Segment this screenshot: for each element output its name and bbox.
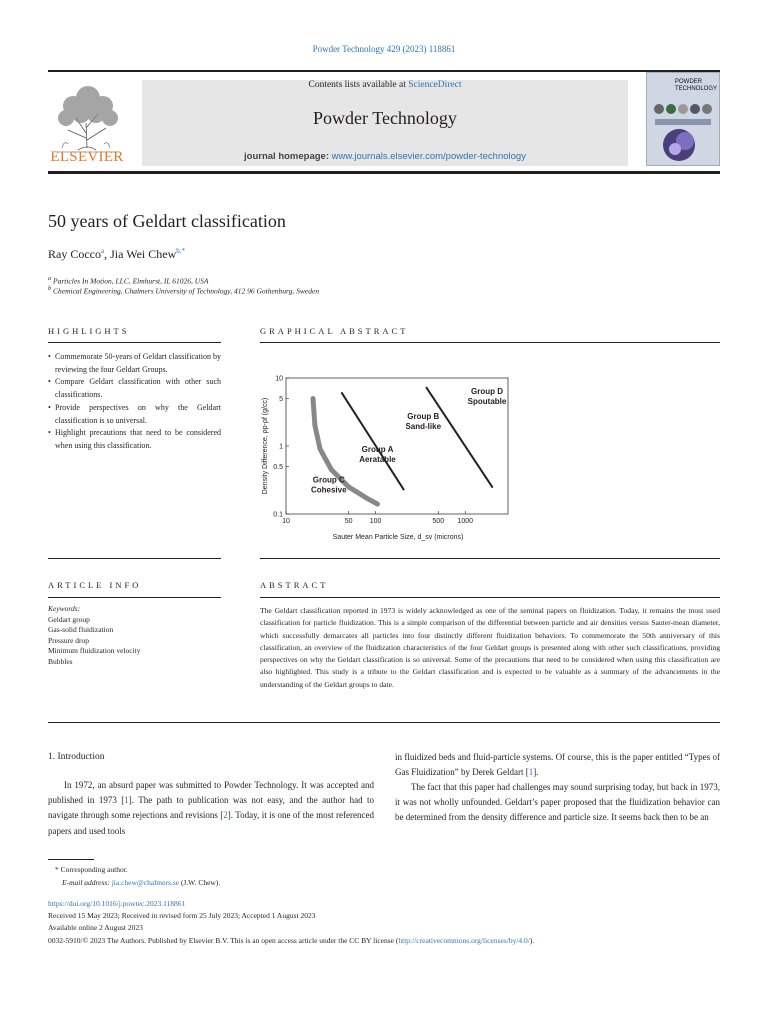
highlights-bottom-rule (48, 558, 221, 559)
license-link[interactable]: http://creativecommons.org/licenses/by/4.0/ (398, 936, 530, 945)
journal-cover[interactable] (646, 72, 720, 166)
intro-paragraph-right-1 (395, 750, 720, 780)
para-text: ]. (533, 767, 539, 778)
affiliation-mark: a (48, 275, 52, 282)
geldart-chart (258, 368, 520, 546)
doi-link[interactable]: https://doi.org/10.1016/j.powtec.2023.118861 (48, 899, 186, 908)
article-info-rule (48, 597, 221, 598)
highlight-item: • Compare Geldart classification with other such classifications. (48, 376, 221, 401)
graphical-abstract-bottom-rule (260, 558, 720, 559)
header-rule (48, 70, 720, 72)
journal-title: Powder Technology (313, 108, 457, 128)
intro-paragraph-right-2: The fact that this paper had challenges may sound surprising today, but back in 1973, it was not wholly unfounded. Geldart’s paper proposed that the fluidization behavior can be determined from the density difference and particle size. It seems back then to be an (395, 782, 720, 823)
contents-prefix: Contents lists available at (308, 80, 406, 90)
author-affiliation-mark[interactable]: a (101, 247, 105, 255)
para-text: In 1972, an absurd paper was submitted to Powder Technology. It was accepted and published in 1973 [ (48, 780, 374, 806)
abstract-heading: ABSTRACT (260, 580, 329, 590)
abstract-rule (260, 597, 720, 598)
keyword: Minimum fluidization velocity (48, 646, 141, 655)
reference-link[interactable]: 2 (223, 810, 228, 821)
corresponding-text: Corresponding author. (60, 865, 128, 874)
cover-title: POWDER TECHNOLOGY (675, 79, 718, 92)
abstract-text: The Geldart classification reported in 1973 is widely acknowledged as one of the seminal papers on fluidization. Today, it remains the most used classification for particle fluidization. This is a simple comparison of the differential between particle and air densities versus Sauter-mean diameter, which successfully demarcates all particles into four distinctly different fluidization behaviors. To commemorate the 50th anniversary of this classification, an overview of the fluidization characteristics of the four Geldart groups is presented along with other such classifications, providing perspectives on why the Geldart classification is so universal. Some of the precautions that need to be considered when using this classification are also highlighted. This study is a tribute to the Geldart classification and is expected to be valuable as a summary of the advancements in the understanding of the Geldart groups to date. (260, 606, 720, 689)
highlight-item: • Highlight precautions that need to be considered when using this classification. (48, 427, 221, 452)
keyword: Pressure drop (48, 635, 90, 645)
highlights-rule (48, 342, 221, 343)
group-label: Spoutable (467, 397, 507, 407)
masthead-rule (48, 171, 720, 174)
para-text: ]. Today, it is one of the most referenced papers and used tools (48, 810, 374, 836)
email-footnote (62, 877, 220, 889)
affiliation-mark: b (48, 285, 52, 292)
y-tick-label: 5 (279, 395, 283, 403)
online-date: Available online 2 August 2023 (48, 923, 143, 932)
article-info-heading: ARTICLE INFO (48, 580, 142, 590)
email-suffix: (J.W. Chew). (180, 878, 221, 887)
group-label: Group D (471, 387, 504, 397)
homepage-label: journal homepage: (244, 151, 329, 162)
y-tick-label: 1 (279, 443, 283, 451)
keyword: Gas-solid fluidization (48, 625, 114, 634)
group-label: Cohesive (310, 485, 347, 495)
received-dates: Received 15 May 2023; Received in revised form 25 July 2023; Accepted 1 August 2023 (48, 911, 316, 920)
journal-homepage (142, 151, 628, 162)
affiliation (48, 285, 319, 296)
affiliation-text: Particles In Motion, LLC, Elmhurst, IL 61026, USA (53, 276, 209, 286)
y-tick-label: 0.1 (273, 511, 283, 519)
license-text: 0032-5910/© 2023 The Authors. Published by Elsevier B.V. This is an open access article under the CC BY license ( (48, 936, 399, 945)
article-title: 50 years of Geldart classification (48, 211, 286, 231)
x-tick-label: 500 (432, 518, 445, 525)
group-label: Group B (407, 411, 440, 421)
running-header[interactable]: Powder Technology 429 (2023) 118861 (312, 44, 456, 54)
x-tick-label: 1000 (457, 518, 474, 525)
graphical-abstract-heading: GRAPHICAL ABSTRACT (260, 326, 409, 336)
keywords-block (48, 604, 228, 667)
highlight-item: • Provide perspectives on why the Geldart classification is so universal. (48, 402, 221, 427)
publisher-wordmark: ELSEVIER (50, 149, 124, 165)
email-label: E-mail address: (62, 878, 110, 887)
group-label: Group A (361, 444, 394, 454)
section-heading: 1. Introduction (48, 752, 105, 762)
author-list: Ray Cocco$^a$, Jia Wei Chew$^{b,*}$ (48, 247, 185, 261)
email-link[interactable]: jia.chew@chalmers.se (111, 878, 180, 887)
y-tick-label: 10 (275, 375, 283, 383)
affiliation (48, 275, 209, 286)
group-label: Sand-like (405, 421, 442, 431)
keyword: Bubbles (48, 656, 73, 666)
para-text: in fluidized beds and fluid-particle systems. Of course, this is the paper entitled “Types of Gas Fluidization” by Derek Geldart [ (395, 752, 720, 778)
x-tick-label: 10 (282, 518, 290, 525)
x-axis-label: Sauter Mean Particle Size, d_sv (microns) (332, 534, 464, 541)
asterisk-mark: * (55, 865, 59, 874)
author-name: Ray Cocco (48, 247, 101, 261)
x-tick-label: 50 (344, 518, 353, 525)
group-label: Aeratable (359, 454, 396, 464)
contents-line (142, 80, 628, 90)
homepage-link[interactable]: www.journals.elsevier.com/powder-technology (331, 151, 526, 162)
group-boundary-line-2 (342, 393, 404, 489)
group-label: Group C (312, 475, 345, 485)
license-line (48, 935, 720, 947)
author-name: Jia Wei Chew (110, 247, 177, 261)
front-matter-rule (48, 722, 720, 723)
para-text: ]. The path to publication was not easy, and the author had to navigate through some rejections and revisions [ (48, 795, 374, 821)
keyword: Geldart group (48, 614, 90, 624)
affiliation-text: Chemical Engineering, Chalmers University of Technology, 412 96 Gothenburg, Sweden (53, 286, 320, 296)
footnote-rule (48, 859, 94, 860)
corresponding-footnote (55, 864, 128, 876)
sciencedirect-link[interactable]: ScienceDirect (408, 80, 462, 90)
reference-link[interactable]: 1 (124, 795, 129, 806)
cover-artwork (649, 97, 719, 165)
highlights-list (48, 351, 221, 453)
intro-paragraph-left (48, 778, 374, 839)
author-affiliation-mark[interactable]: b,* (176, 247, 185, 255)
graphical-abstract-rule (260, 342, 720, 343)
y-tick-label: 0.5 (273, 463, 283, 471)
reference-link[interactable]: 1 (528, 767, 534, 778)
license-suffix: ). (529, 936, 535, 945)
keywords-label: Keywords: (48, 604, 81, 613)
y-axis-label: Density Difference, ρp-ρf (g/cc) (262, 397, 269, 495)
highlights-heading: HIGHLIGHTS (48, 326, 130, 336)
x-tick-label: 100 (369, 518, 382, 525)
highlight-item: • Commemorate 50-years of Geldart classification by reviewing the four Geldart Groups. (48, 351, 221, 376)
